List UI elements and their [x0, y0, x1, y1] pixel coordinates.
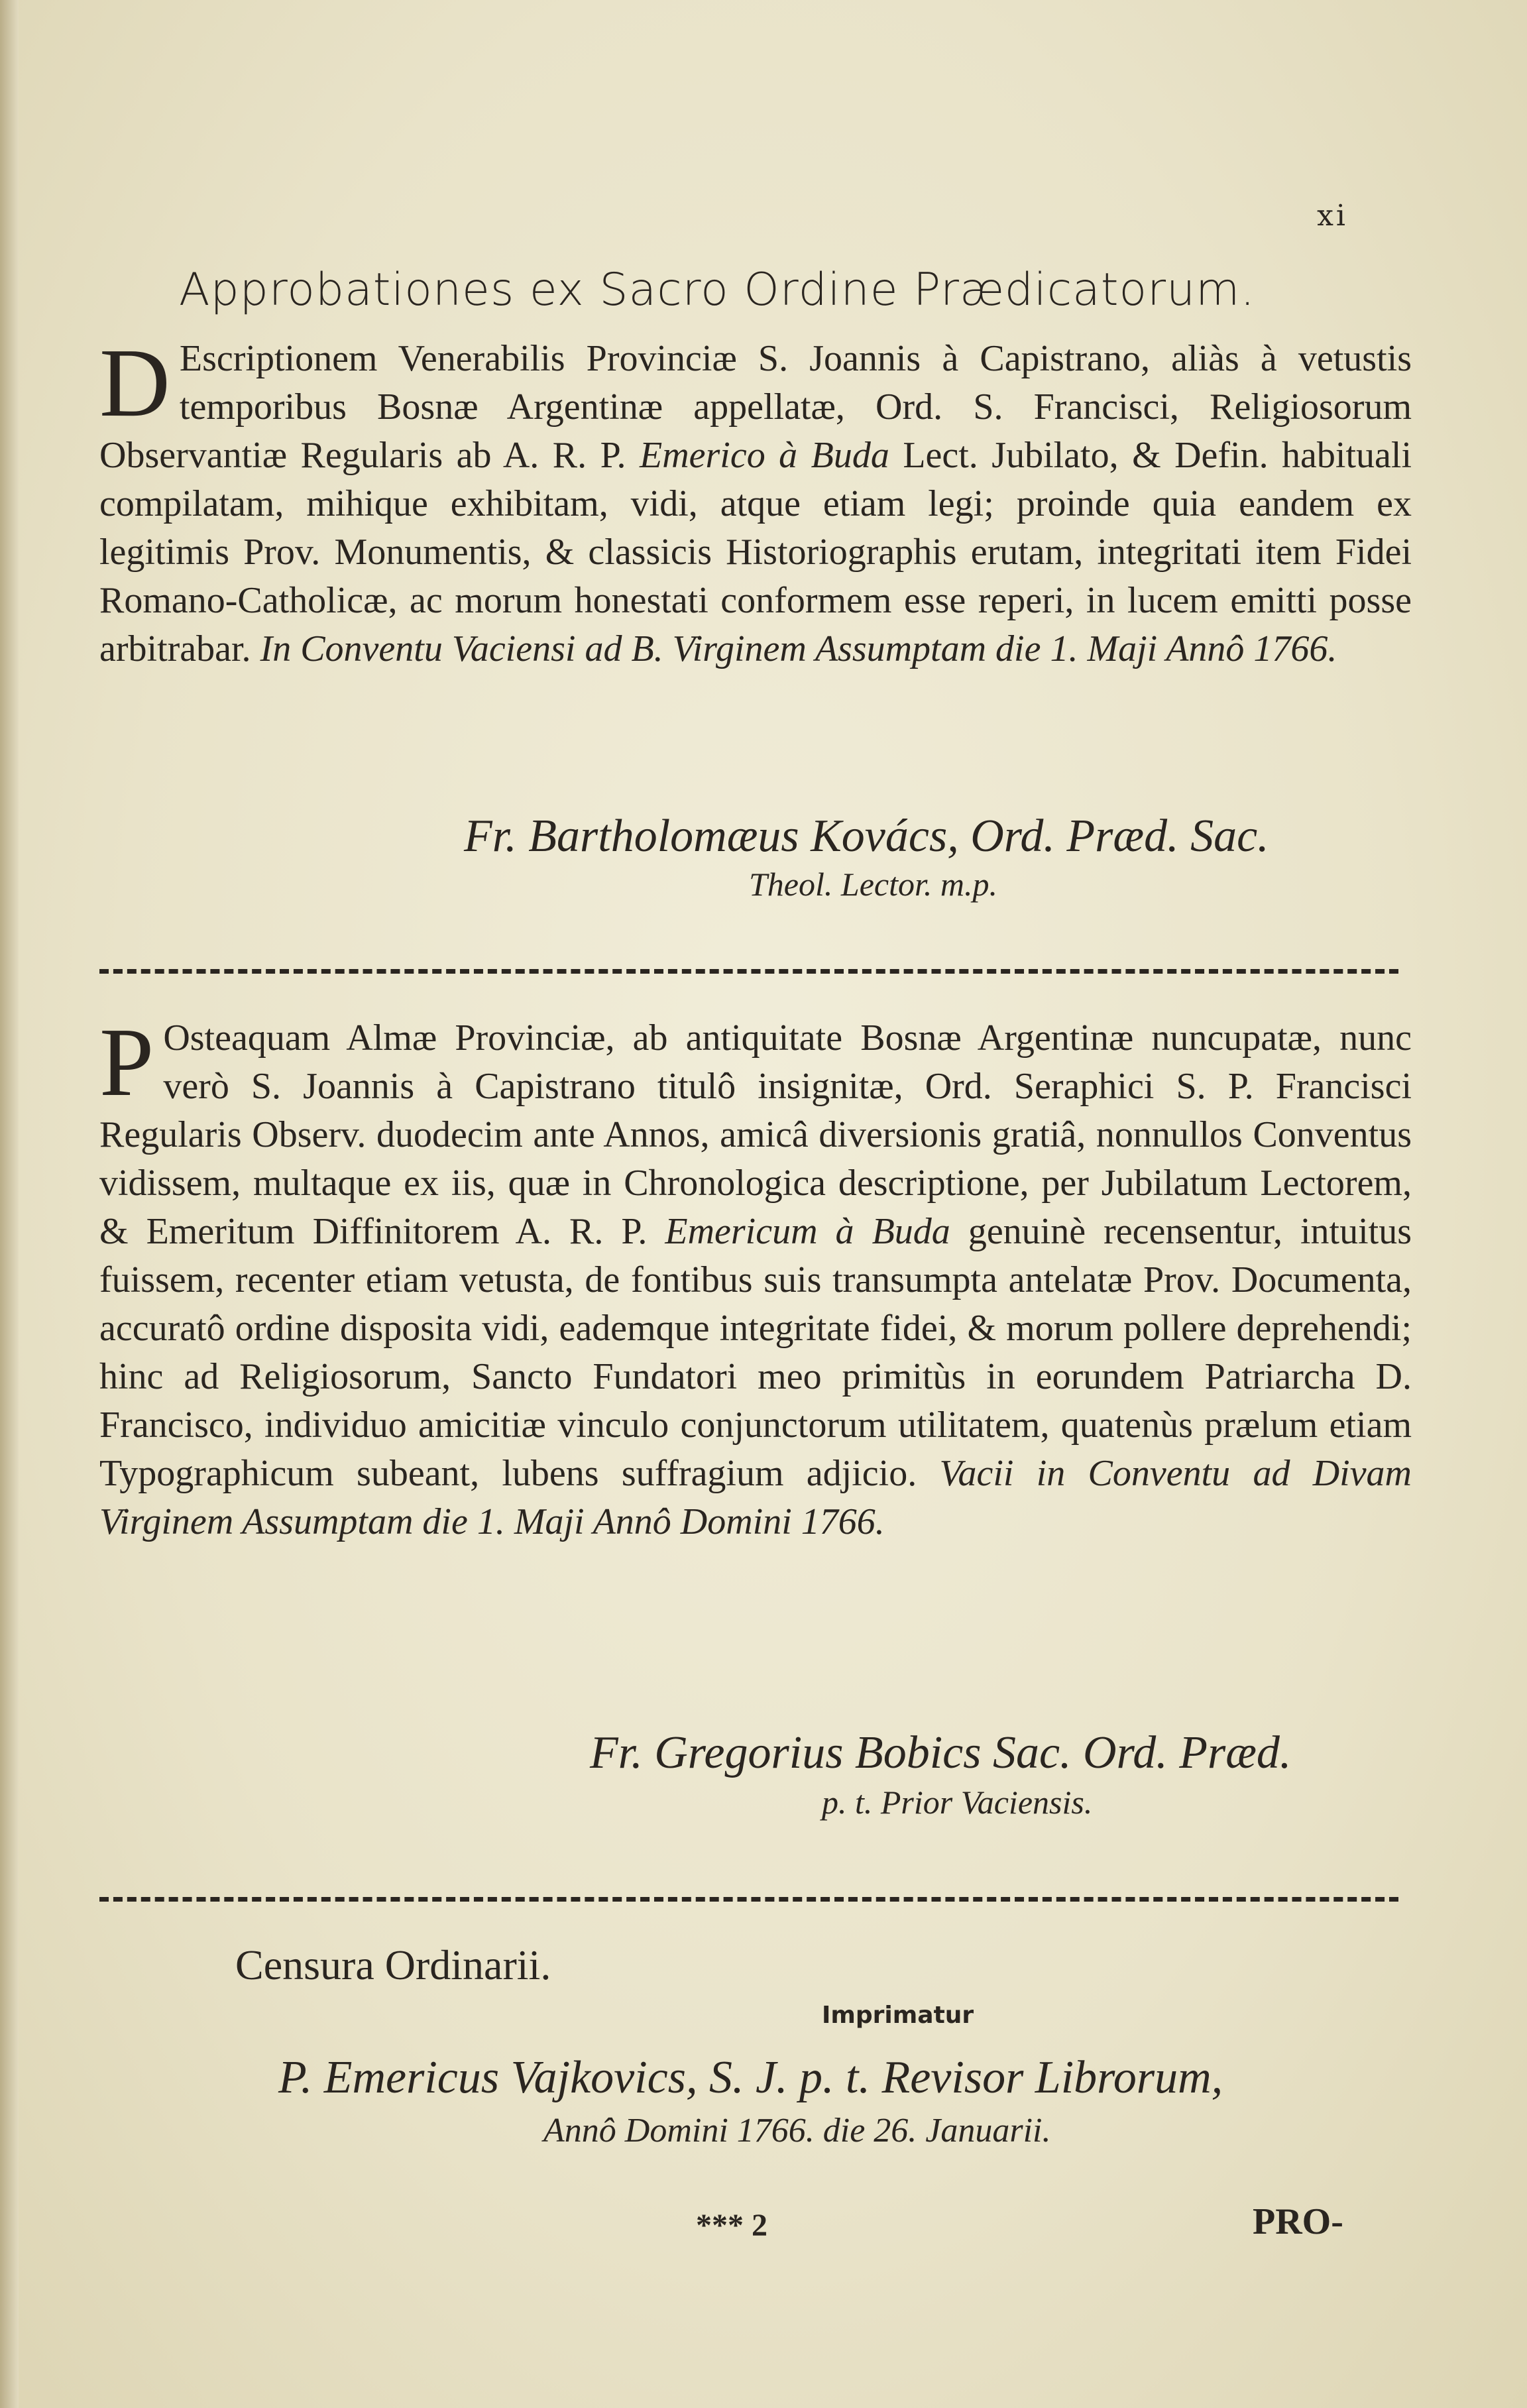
approbation-text-continued: genuinè recensentur, intuitus fuissem, recenter etiam vetusta, de fontibus suis transumpta antelatæ Prov. Documenta, accuratô ordine disposita vidi, eademque integritate fidei, & morum pollere deprehendi; hinc ad Religiosorum, Sancto Fundatori meo primitùs in eorundem Patriarcha D. Francisco, individuo amicitiæ vinculo conjunctorum utilitatem, quatenùs prælum etiam Typographicum subeant, lubens suffragium adjicio.	[99, 1211, 1412, 1494]
dropcap: D	[99, 329, 170, 437]
approbation-text: Escriptionem Venerabilis Provinciæ S. Joannis à Capistrano, aliàs à vetustis temporibus Bosnæ Argentinæ appellatæ, Ord. S. Francisci, Religiosorum Observantiæ Regularis ab A. R. P.	[99, 338, 1412, 476]
approbation-text: Osteaquam Almæ Provinciæ, ab antiquitate Bosnæ Argentinæ nuncupatæ, nunc verò S. Joannis à Capistrano titulô insignitæ, Ord. Seraphici S. P. Francisci Regularis Observ. duodecim ante Annos, amicâ diversionis gratiâ, nonnullos Conventus vidissem, multaque ex iis, quæ in Chronologica descriptione, per Jubilatum Lectorem, & Emeritum Diffinitorem A. R. P.	[99, 1017, 1412, 1252]
censura-date: Annô Domini 1766. die 26. Januarii.	[543, 2112, 1051, 2150]
censor-signature: P. Emericus Vajkovics, S. J. p. t. Revisor Librorum,	[278, 2052, 1223, 2103]
signature: Fr. Gregorius Bobics Sac. Ord. Præd.	[590, 1727, 1292, 1778]
place-date: Vacii in Conventu ad Divam Virginem Assumptam die 1. Maji Annô Domini 1766.	[99, 1453, 1412, 1542]
signature-mark: *** 2	[696, 2208, 767, 2243]
book-gutter	[0, 0, 19, 2408]
censura-title: Censura Ordinarii.	[235, 1941, 551, 1988]
author-name: Emerico à Buda	[640, 435, 889, 476]
divider	[99, 969, 1398, 974]
signature-title: Theol. Lector. m.p.	[749, 866, 997, 903]
approbation-1	[99, 329, 1412, 673]
imprimatur: Imprimatur	[822, 2002, 974, 2029]
section-heading: Approbationes ex Sacro Ordine Prædicatorum.	[179, 264, 1255, 316]
page-number: xi	[1317, 199, 1348, 233]
signature-title: p. t. Prior Vaciensis.	[822, 1784, 1093, 1821]
author-name: Emericum à Buda	[665, 1211, 950, 1252]
approbation-text-continued: Lect. Jubilato, & Defin. habituali compilatam, mihique exhibitam, vidi, atque etiam legi; proinde quia eandem ex legitimis Prov. Monumentis, & classicis Historiographis erutam, integritati item Fidei Romano-Catholicæ, ac morum honestati conformem esse reperi, in lucem emitti posse arbitrabar.	[99, 435, 1412, 669]
approbation-2	[99, 1008, 1412, 1546]
dropcap: P	[99, 1008, 154, 1117]
signature: Fr. Bartholomæus Kovács, Ord. Præd. Sac.	[464, 811, 1269, 862]
place-date: In Conventu Vaciensi ad B. Virginem Assumptam die 1. Maji Annô 1766.	[260, 628, 1337, 669]
catchword: PRO-	[1253, 2201, 1343, 2242]
divider	[99, 1897, 1398, 1902]
